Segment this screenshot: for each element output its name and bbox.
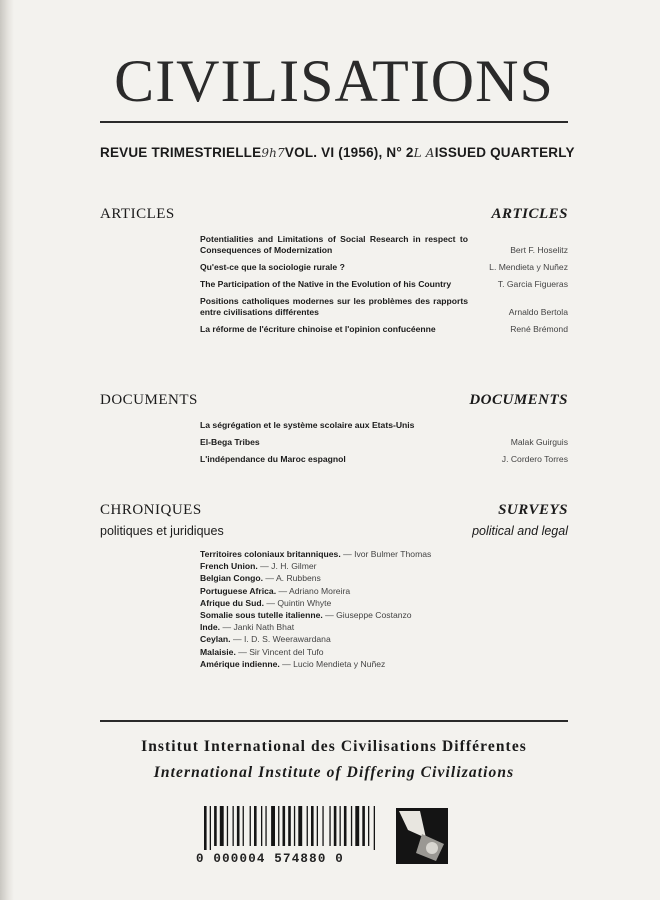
document-author: Malak Guirguis xyxy=(510,437,568,447)
article-author: L. Mendieta y Nuñez xyxy=(489,262,568,272)
separator: — xyxy=(278,585,288,596)
list-item xyxy=(200,437,568,448)
list-item xyxy=(200,633,568,645)
article-title: Qu'est-ce que la sociologie rurale ? xyxy=(200,262,345,272)
survey-author: A. Rubbens xyxy=(275,573,321,584)
barcode-bar xyxy=(278,806,279,846)
page-fold-shadow xyxy=(0,0,14,900)
survey-region: French Union. xyxy=(200,561,258,572)
barcode-bars xyxy=(196,806,386,850)
survey-author: Lucio Mendieta y Nuñez xyxy=(293,658,386,669)
barcode xyxy=(196,806,386,866)
document-title: La ségrégation et le système scolaire aux Etats-Unis xyxy=(200,420,415,430)
barcode-bar xyxy=(340,806,341,846)
barcode-bar xyxy=(362,806,365,846)
document-title: L'indépendance du Maroc espagnol xyxy=(200,454,346,464)
separator: — xyxy=(343,549,352,559)
barcode-bar xyxy=(283,806,286,846)
barcode-bar xyxy=(233,806,234,846)
barcode-bar xyxy=(317,806,318,846)
barcode-bar xyxy=(334,806,337,846)
chroniques-subheading xyxy=(100,524,568,538)
list-item xyxy=(200,609,568,621)
barcode-bar xyxy=(220,806,224,846)
chroniques-sub-fr: politiques et juridiques xyxy=(100,524,224,538)
document-author: J. Cordero Torres xyxy=(501,454,568,464)
survey-author: Janki Nath Bhat xyxy=(233,622,295,633)
documents-heading-en: DOCUMENTS xyxy=(469,392,568,408)
survey-author: Ivor Bulmer Thomas xyxy=(354,549,432,559)
barcode-bar xyxy=(265,806,266,846)
list-item xyxy=(200,572,568,584)
barcode-bar xyxy=(322,806,323,846)
barcode-bar xyxy=(307,806,308,846)
documents-heading-fr: DOCUMENTS xyxy=(100,392,198,408)
handwritten-mark-2: L A xyxy=(413,146,435,160)
article-title: Positions catholiques modernes sur les problèmes des rapports entre civilisations différentes xyxy=(200,296,468,317)
documents-list xyxy=(200,420,568,471)
barcode-bar xyxy=(204,806,207,850)
barcode-bar xyxy=(261,806,262,846)
survey-region: Inde. xyxy=(200,622,221,633)
separator: — xyxy=(266,597,275,608)
separator: — xyxy=(232,634,242,645)
publisher-rule xyxy=(100,720,568,722)
list-item xyxy=(200,646,568,658)
list-item xyxy=(200,560,568,572)
list-item xyxy=(200,420,568,431)
chroniques-list xyxy=(200,548,568,670)
publisher-name-fr: Institut International des Civilisations Différentes xyxy=(141,738,527,755)
chroniques-heading-fr: CHRONIQUES xyxy=(100,502,202,518)
barcode-bar xyxy=(368,806,369,846)
article-title: The Participation of the Native in the Evolution of his Country xyxy=(200,279,452,289)
volume-issue: VOL. VI (1956), N° 2 xyxy=(284,145,414,160)
article-author: T. Garcia Figueras xyxy=(497,279,568,289)
survey-author: I. D. S. Weerawardana xyxy=(243,634,331,645)
survey-region: Belgian Congo. xyxy=(200,573,264,584)
barcode-bar xyxy=(329,806,330,846)
barcode-bar xyxy=(250,806,251,846)
separator: — xyxy=(325,610,334,621)
subtitle-left: REVUE TRIMESTRIELLE xyxy=(100,145,262,160)
article-author: René Brémond xyxy=(510,324,568,334)
survey-author: Giuseppe Costanzo xyxy=(336,610,412,621)
survey-region: Territoires coloniaux britanniques. xyxy=(200,549,341,559)
list-item xyxy=(200,324,568,335)
journal-subtitle xyxy=(100,145,575,160)
survey-region: Afrique du Sud. xyxy=(200,597,264,608)
article-author: Arnaldo Bertola xyxy=(508,307,568,317)
list-item xyxy=(200,621,568,633)
article-author: Bert F. Hoselitz xyxy=(510,245,568,255)
survey-author: Adriano Moreira xyxy=(289,585,351,596)
survey-author: Quintin Whyte xyxy=(277,597,332,608)
document-title: El-Bega Tribes xyxy=(200,437,260,447)
separator: — xyxy=(265,573,275,584)
subtitle-right: ISSUED QUARTERLY xyxy=(434,145,575,160)
barcode-bar xyxy=(351,806,352,846)
list-item xyxy=(200,585,568,597)
survey-author: J. H. Gilmer xyxy=(271,561,317,572)
article-title: Potentialities and Limitations of Social Research in respect to Consequences of Modernization xyxy=(200,234,468,255)
publisher-logo-icon xyxy=(396,808,448,864)
list-item xyxy=(200,296,568,318)
barcode-bar xyxy=(237,806,240,846)
documents-heading xyxy=(100,392,568,409)
separator: — xyxy=(238,646,247,657)
barcode-bar xyxy=(288,806,291,846)
barcode-bar xyxy=(298,806,302,846)
chroniques-heading-en: SURVEYS xyxy=(498,502,568,518)
publisher-name-en: International Institute of Differing Civilizations xyxy=(153,764,515,781)
barcode-bar xyxy=(227,806,228,846)
articles-list xyxy=(200,234,568,341)
barcode-bar xyxy=(210,806,211,850)
list-item xyxy=(200,658,568,670)
list-item xyxy=(200,597,568,609)
journal-title: CIVILISATIONS xyxy=(114,48,554,114)
barcode-bar xyxy=(374,806,375,850)
chroniques-sub-en: political and legal xyxy=(472,524,568,538)
survey-region: Portuguese Africa. xyxy=(200,585,277,596)
list-item xyxy=(200,548,568,560)
barcode-bar xyxy=(254,806,257,846)
article-title: La réforme de l'écriture chinoise et l'opinion confucéenne xyxy=(200,324,436,334)
title-rule xyxy=(100,121,568,123)
list-item xyxy=(200,279,568,290)
survey-region: Ceylan. xyxy=(200,634,231,645)
barcode-bar xyxy=(243,806,244,846)
list-item xyxy=(200,262,568,273)
barcode-digits: 0 000004 574880 0 xyxy=(196,852,344,866)
survey-author: Sir Vincent del Tufo xyxy=(249,646,324,657)
articles-heading xyxy=(100,206,568,223)
barcode-bar xyxy=(214,806,217,846)
barcode-bar xyxy=(311,806,314,846)
articles-heading-fr: ARTICLES xyxy=(100,206,175,222)
barcode-bar xyxy=(344,806,347,846)
articles-heading-en: ARTICLES xyxy=(491,206,568,222)
survey-region: Amérique indienne. xyxy=(200,658,280,669)
list-item xyxy=(200,454,568,465)
separator: — xyxy=(282,658,291,669)
barcode-bar xyxy=(355,806,359,846)
handwritten-mark-1: 9h7 xyxy=(261,146,285,160)
separator: — xyxy=(222,622,232,633)
survey-region: Malaisie. xyxy=(200,646,236,657)
separator: — xyxy=(260,561,269,572)
chroniques-heading xyxy=(100,502,568,519)
list-item xyxy=(200,234,568,256)
barcode-bar xyxy=(271,806,275,846)
survey-region: Somalie sous tutelle italienne. xyxy=(200,610,323,621)
barcode-bar xyxy=(294,806,295,846)
